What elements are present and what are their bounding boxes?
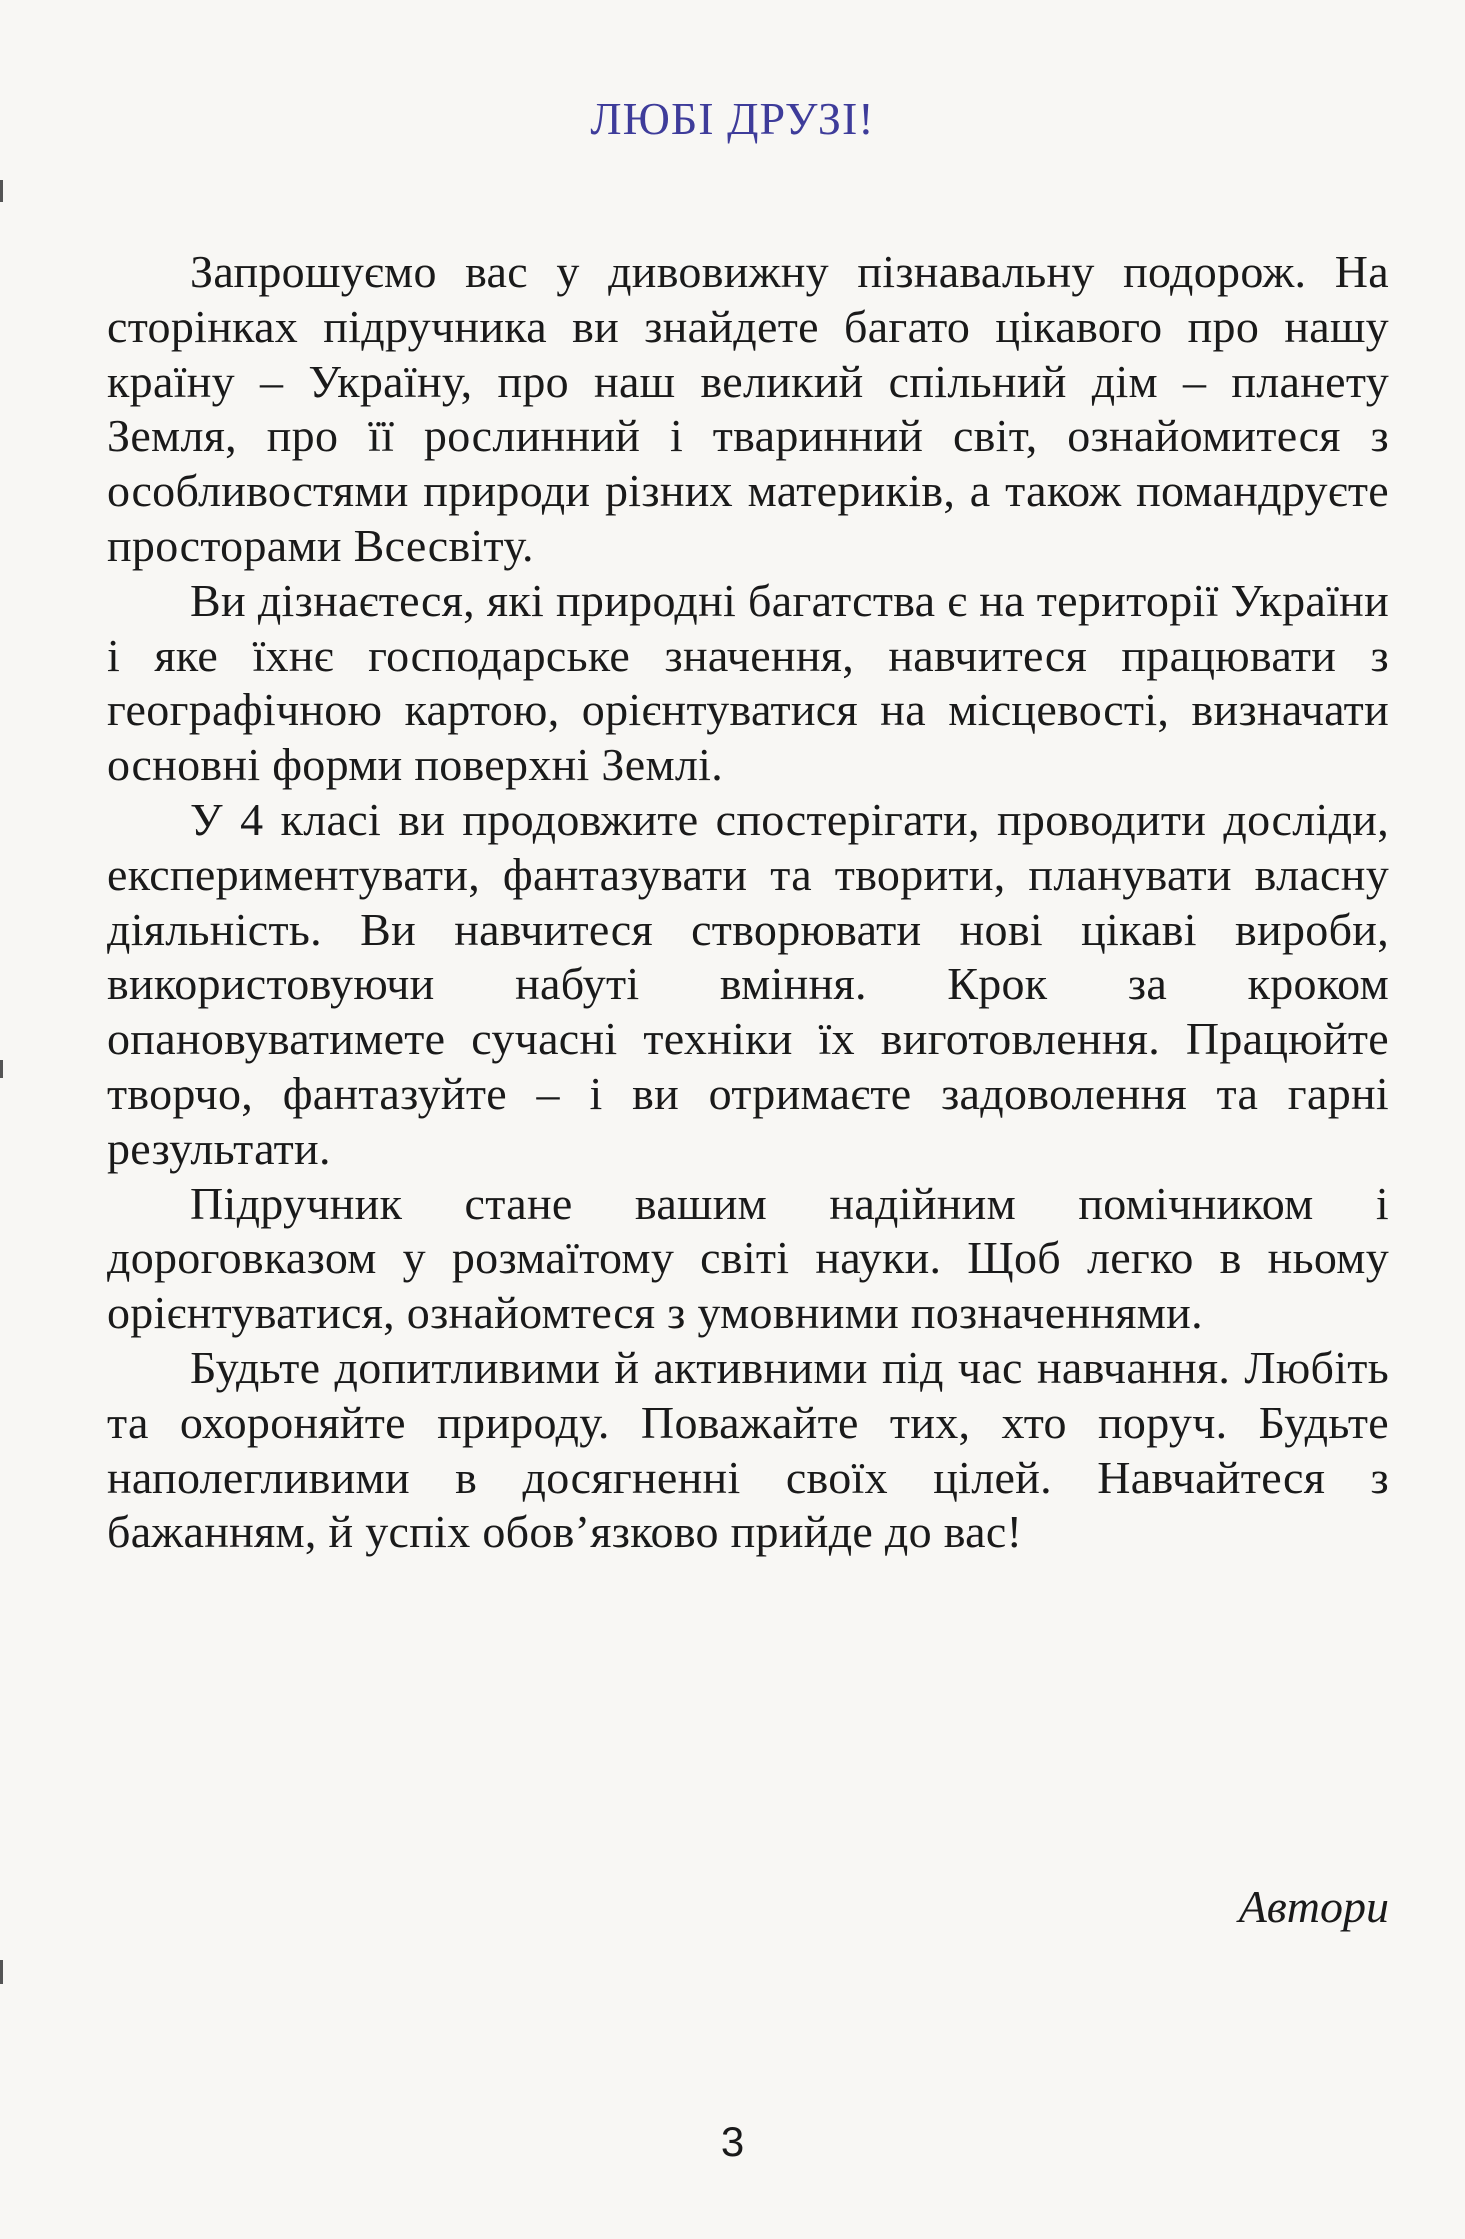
page-heading: ЛЮБІ ДРУЗІ! <box>590 93 875 144</box>
paragraph: Будьте допитливими й активними під час навчання. Любіть та охороняйте природу. Поважайте тих, хто поруч. Будьте наполегливими в досягненні своїх цілей. Навчайтеся з бажанням, й успіх обов’язково прийде до вас! <box>107 1341 1389 1558</box>
intro-text <box>107 245 1389 1560</box>
paragraph: Запрошуємо вас у дивовижну пізнавальну подорож. На сторінках підручника ви знайдете багато цікавого про нашу країну – Україну, про наш великий спільний дім – планету Земля, про її рослинний і тваринний світ, ознайомитеся з особливостями природи різних материків, а також помандруєте просторами Всесвіту. <box>107 246 1389 571</box>
paragraph: У 4 класі ви продовжите спостерігати, проводити досліди, експериментувати, фантазувати та творити, планувати власну діяльність. Ви навчитеся створювати нові цікаві вироби, використовуючи набуті вміння. Крок за кроком опановуватимете сучасні техніки їх виготовлення. Працюйте творчо, фантазуйте – і ви отримаєте задоволення та гарні результати. <box>107 793 1389 1174</box>
authors-signature: Автори <box>1238 1881 1389 1932</box>
paragraph: Ви дізнаєтеся, які природні багатства є на території України і яке їхнє господарське значення, навчитеся працювати з географічною картою, орієнтуватися на місцевості, визначати основні форми поверхні Землі. <box>107 574 1389 791</box>
page-edge-mark <box>0 180 3 202</box>
page-edge-mark <box>0 1960 3 1984</box>
paragraph: Підручник стане вашим надійним помічником і дороговказом у розмаїтому світі науки. Щоб легко в ньому орієнтуватися, ознайомтеся з умовними позначеннями. <box>107 1177 1389 1339</box>
page-number: 3 <box>720 2118 745 2165</box>
bleed-through-shadow <box>1045 1815 1385 2075</box>
page-edge-mark <box>0 1060 3 1078</box>
